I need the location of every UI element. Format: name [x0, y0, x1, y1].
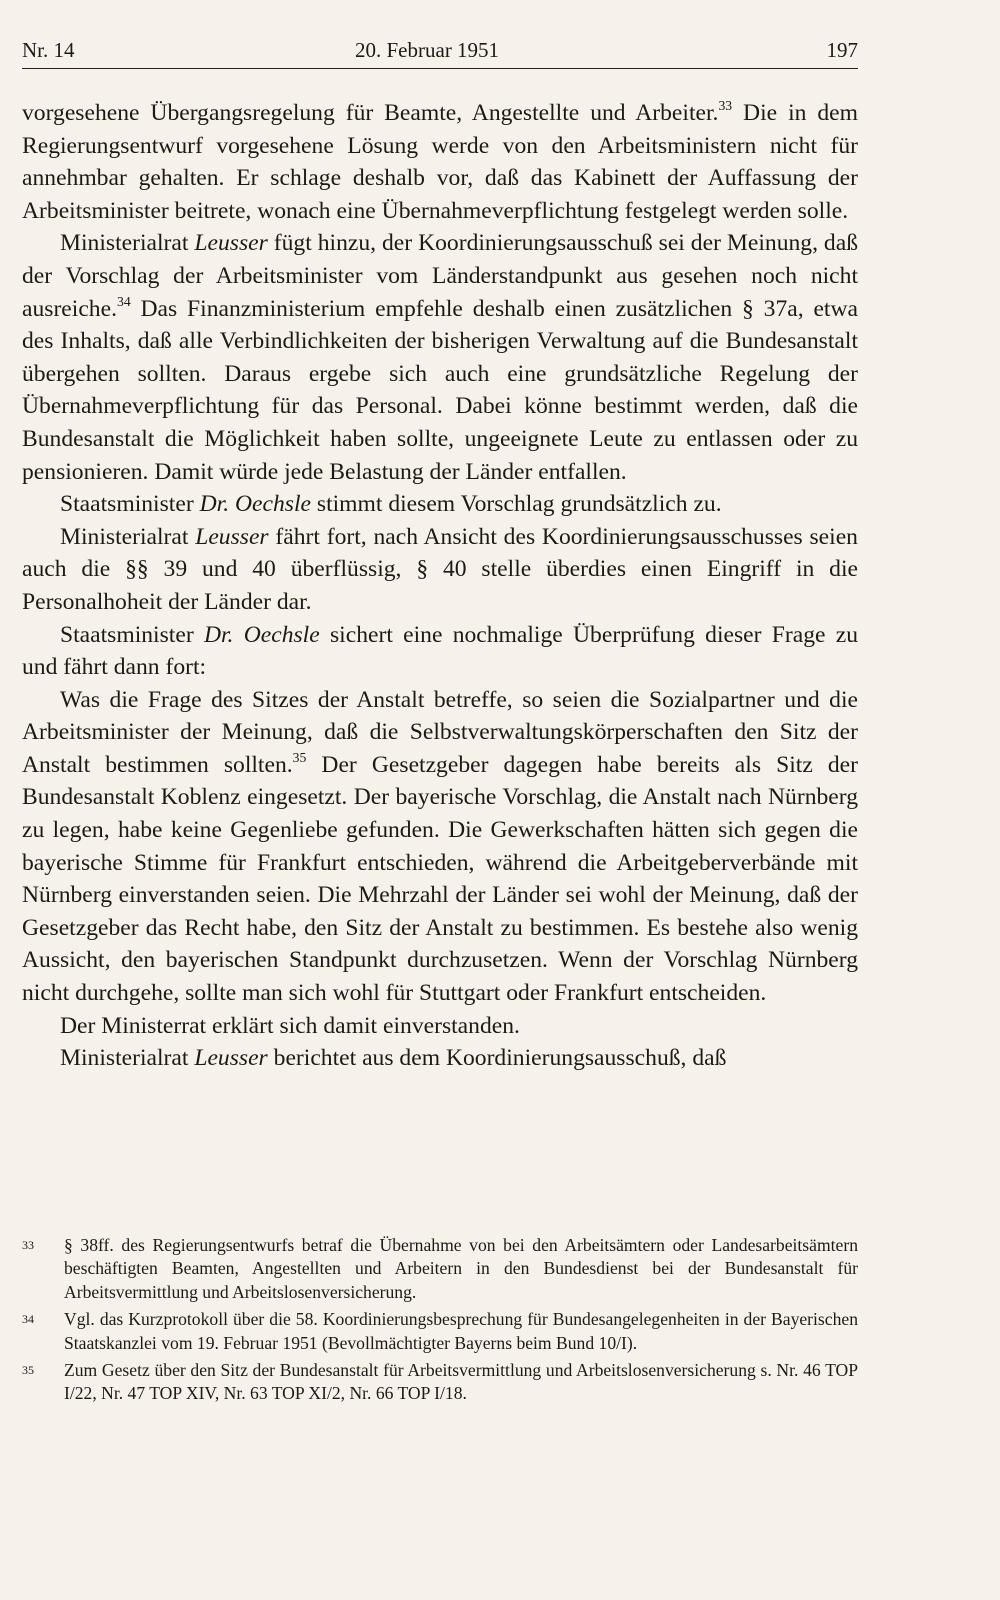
footnote-33: [22, 1234, 858, 1304]
text-run: Was die Frage des Sitzes der Anstalt betreffe, so seien die Sozialpartner und die Arbeitsminister der Meinung, daß die Selbstverwaltungskörperschaften den Sitz der Anstalt bestimmen sollten.: [22, 686, 858, 778]
page-number: 197: [826, 38, 858, 62]
text-run: Staatsminister: [60, 491, 200, 518]
footnote-34: [22, 1308, 858, 1355]
speaker-name: Dr. Oechsle: [199, 491, 311, 518]
footnote-text: Vgl. das Kurzprotokoll über die 58. Koordinierungsbesprechung für Bundesangelegenheiten in der Bayerischen Staatskanzlei vom 19. Februar 1951 (Bevollmächtigter Bayerns beim Bund 10/I).: [64, 1309, 858, 1353]
footnote-ref: 33: [718, 98, 733, 114]
running-header: [22, 36, 858, 69]
text-run: Das Finanzministerium empfehle deshalb einen zusätzlichen § 37a, etwa des Inhalts, daß alle Verbindlichkeiten der bisherigen Verwaltung auf die Bundesanstalt übergehen sollten. Daraus ergebe sich auch eine grundsätzliche Regelung der Übernahmeverpflichtung für das Personal. Dabei könne bestimmt werden, daß die Bundesanstalt die Möglichkeit haben sollte, ungeeignete Leute zu entlassen oder zu pensionieren. Damit würde jede Belastung der Länder entfallen.: [22, 295, 858, 485]
text-run: fährt fort, nach Ansicht des Koordinierungsausschusses seien auch die §§ 39 und 40 überflüssig, § 40 stelle überdies einen Eingriff in die Personalhoheit der Länder dar.: [22, 523, 858, 615]
text-run: sichert eine nochmalige Überprüfung dieser Frage zu und fährt dann fort:: [22, 621, 858, 681]
speaker-name: Leusser: [194, 1045, 268, 1072]
footnote-text: Zum Gesetz über den Sitz der Bundesanstalt für Arbeitsvermittlung und Arbeitslosenversicherung s. Nr. 46 TOP I/22, Nr. 47 TOP XIV, Nr. 63 TOP XI/2, Nr. 66 TOP I/18.: [64, 1360, 858, 1404]
text-run: Der Gesetzgeber dagegen habe bereits als Sitz der Bundesanstalt Koblenz eingesetzt. Der bayerische Vorschlag, die Anstalt nach Nürnberg zu legen, habe keine Gegenliebe gefunden. Die Gewerkschaften hätten sich gegen die bayerische Stimme für Frankfurt entschieden, während die Arbeitgeberverbände mit Nürnberg einverstanden seien. Die Mehrzahl der Länder sei wohl der Meinung, daß der Gesetzgeber das Recht habe, den Sitz der Anstalt zu bestimmen. Es bestehe also wenig Aussicht, den bayerischen Standpunkt durchzusetzen. Wenn der Vorschlag Nürnberg nicht durchgehe, sollte man sich wohl für Stuttgart oder Frankfurt entscheiden.: [22, 751, 859, 1007]
paragraph: [22, 97, 858, 227]
text-run: fügt hinzu, der Koordinierungsausschuß sei der Meinung, daß der Vorschlag der Arbeitsminister vom Länderstandpunkt aus gesehen noch nicht ausreiche.: [22, 230, 859, 322]
footnote-ref: 34: [116, 293, 131, 309]
document-number: Nr. 14: [22, 38, 75, 62]
footnote-number: 35: [22, 1363, 34, 1378]
footnote-ref: 35: [292, 750, 307, 766]
paragraph: [22, 227, 858, 488]
text-run: berichtet aus dem Koordinierungsausschuß, daß: [267, 1045, 727, 1072]
text-run: Staatsminister: [60, 621, 204, 648]
speaker-name: Leusser: [194, 230, 268, 257]
main-text: [22, 97, 858, 1075]
header-date: 20. Februar 1951: [355, 38, 500, 62]
text-run: Ministerialrat: [60, 1045, 195, 1072]
text-run: vorgesehene Übergangsregelung für Beamte, Angestellte und Arbeiter.: [22, 100, 719, 126]
footnotes: [22, 1234, 858, 1410]
footnote-number: 34: [22, 1312, 34, 1327]
text-run: Ministerialrat: [60, 230, 195, 257]
paragraph: [22, 488, 858, 521]
paragraph: [22, 619, 858, 684]
paragraph: [22, 684, 858, 1010]
paragraph: [22, 521, 858, 619]
footnote-35: [22, 1359, 858, 1406]
text-run: stimmt diesem Vorschlag grundsätzlich zu.: [310, 491, 722, 518]
footnote-number: 33: [22, 1238, 34, 1252]
speaker-name: Leusser: [195, 523, 269, 550]
speaker-name: Dr. Oechsle: [203, 621, 320, 648]
paragraph: Der Ministerrat erklärt sich damit einverstanden.: [60, 1012, 520, 1039]
text-run: Ministerialrat: [60, 523, 196, 550]
footnote-text: § 38ff. des Regierungsentwurfs betraf die Übernahme von bei den Arbeitsämtern oder Landesarbeitsämtern beschäftigten Beamten, Angestellten und Arbeitern in den Bundesdienst bei der Bundesanstalt für Arbeitsvermittlung und Arbeitslosenversicherung.: [64, 1235, 858, 1302]
text-run: Die in dem Regierungsentwurf vorgesehene Lösung werde von den Arbeitsministern nicht für annehmbar gehalten. Er schlage deshalb vor, daß das Kabinett der Auffassung der Arbeitsminister beitrete, wonach eine Übernahmeverpflichtung festgelegt werden solle.: [22, 100, 859, 224]
paragraph: [22, 1042, 858, 1075]
